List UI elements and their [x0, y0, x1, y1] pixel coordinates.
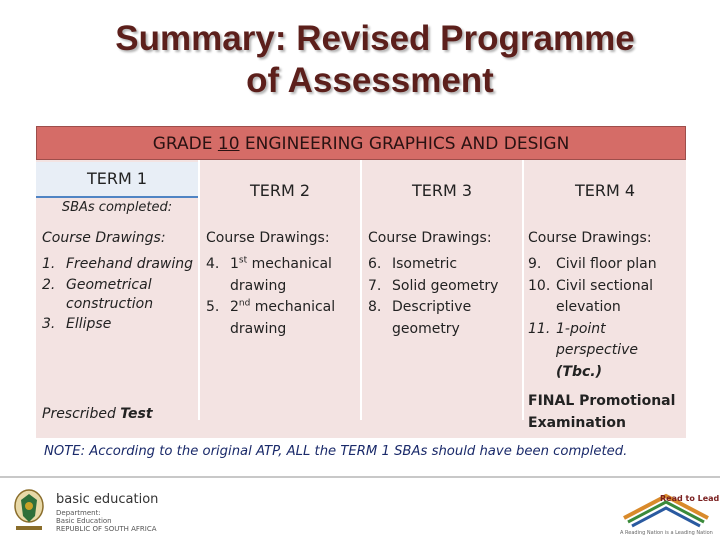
tbc-label: (Tbc.) [556, 363, 602, 380]
term1-header [36, 160, 198, 222]
list-item: 5. 2nd mechanical drawing [206, 298, 336, 337]
list-item: 10. Civil sectional elevation [528, 277, 654, 315]
list-item: 11. 1-point perspective (Tbc.) [528, 320, 639, 380]
title-line-1: Summary: Revised Programme [115, 19, 635, 58]
term3-header: TERM 3 [411, 181, 473, 200]
read-to-lead-tagline: A Reading Nation is a Leading Nation [620, 530, 713, 536]
list-item: 6. Isometric [368, 256, 458, 272]
list-item: 1. Freehand drawing [42, 256, 194, 272]
term3-course-drawings-label: Course Drawings: [368, 230, 492, 246]
list-item: 9. Civil floor plan [528, 256, 657, 272]
final-exam-label: FINAL Promotional Examination [528, 393, 676, 431]
term2-items [206, 254, 356, 340]
list-item: 8. Descriptive geometry [368, 299, 472, 337]
grade-header [36, 126, 686, 160]
grade-suffix: ENGINEERING GRAPHICS AND DESIGN [239, 134, 570, 154]
term1-items [42, 254, 200, 335]
department-text: Department: Basic Education REPUBLIC OF SOUTH AFRICA [56, 509, 157, 533]
grade-number: 10 [217, 134, 240, 154]
prescribed-test-label: Prescribed Test [42, 406, 153, 422]
term4-items [528, 254, 684, 383]
list-item: 7. Solid geometry [368, 277, 499, 294]
term2-header: TERM 2 [249, 181, 311, 200]
list-item: 2. Geometrical construction [42, 276, 154, 312]
term4-course-drawings-label: Course Drawings: [528, 230, 652, 246]
sbas-completed-label: SBAs completed: [61, 200, 173, 215]
footer-divider [0, 476, 720, 478]
term1-label: TERM 1 [36, 162, 198, 198]
term2-course-drawings-label: Course Drawings: [206, 230, 330, 246]
grade-prefix: GRADE [152, 134, 218, 154]
read-to-lead-name: Read to Lead [660, 494, 720, 503]
title-line-2: of Assessment [246, 61, 494, 100]
term4-header: TERM 4 [574, 181, 636, 200]
list-item: 4. 1st mechanical drawing [206, 255, 332, 294]
term3-items [368, 254, 518, 340]
basic-education-name: basic education [56, 492, 159, 507]
read-to-lead-logo [618, 478, 714, 538]
note-text: NOTE: According to the original ATP, ALL the TERM 1 SBAs should have been completed. [44, 444, 628, 459]
coat-of-arms-logo [8, 486, 50, 534]
slide-title [0, 18, 720, 102]
list-item: 3. Ellipse [42, 315, 112, 332]
term1-course-drawings-label: Course Drawings: [42, 230, 166, 246]
assessment-table [36, 126, 686, 438]
